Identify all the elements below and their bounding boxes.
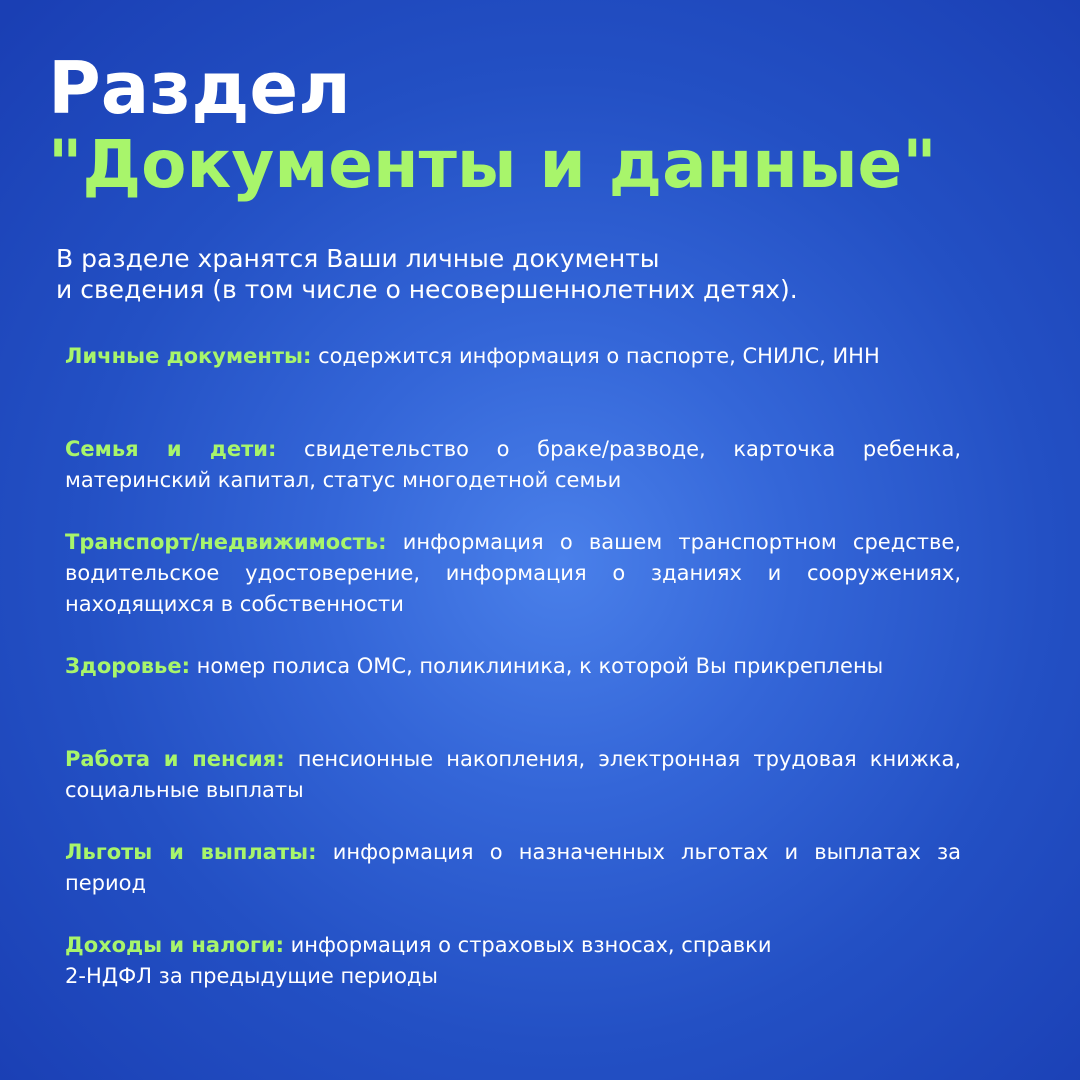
section-label: Доходы и налоги: [65,933,284,957]
section-text: номер полиса ОМС, поликлиника, к которой Вы прикреплены [196,654,884,678]
section-label: Семья и дети: [65,437,277,461]
intro-text [56,243,1036,305]
section-benefits-payments [65,837,961,899]
section-label: Льготы и выплаты: [65,840,317,864]
section-text: информация о назначенных льготах и выплатах за период [65,840,961,895]
section-label: Здоровье: [65,654,190,678]
section-text: свидетельство о браке/разводе, карточка ребенка, материнский капитал, статус многодетной семьи [65,437,961,492]
section-income-taxes [65,930,961,992]
intro-line-2: и сведения (в том числе о несовершеннолетних детях). [56,275,798,304]
page-title [48,46,937,203]
section-label: Личные документы: [65,344,312,368]
section-family-children [65,434,961,496]
intro-line-1: В разделе хранятся Ваши личные документы [56,244,660,273]
section-text-line-2: 2-НДФЛ за предыдущие периоды [65,964,439,988]
section-text: содержится информация о паспорте, СНИЛС, ИНН [318,344,880,368]
section-label: Транспорт/недвижимость: [65,530,387,554]
section-label: Работа и пенсия: [65,747,285,771]
section-work-pension [65,744,961,806]
section-text: информация о страховых взносах, справки [290,933,772,957]
section-text: информация о вашем транспортном средстве, водительское удостоверение, информация о зданиях и сооружениях, находящихся в собственности [65,530,961,616]
section-health [65,651,961,682]
title-line-2: "Документы и данные" [48,126,937,203]
title-line-1: Раздел [48,46,351,130]
section-text: пенсионные накопления, электронная трудовая книжка, социальные выплаты [65,747,961,802]
section-transport-property [65,527,961,620]
section-personal-documents [65,341,961,372]
